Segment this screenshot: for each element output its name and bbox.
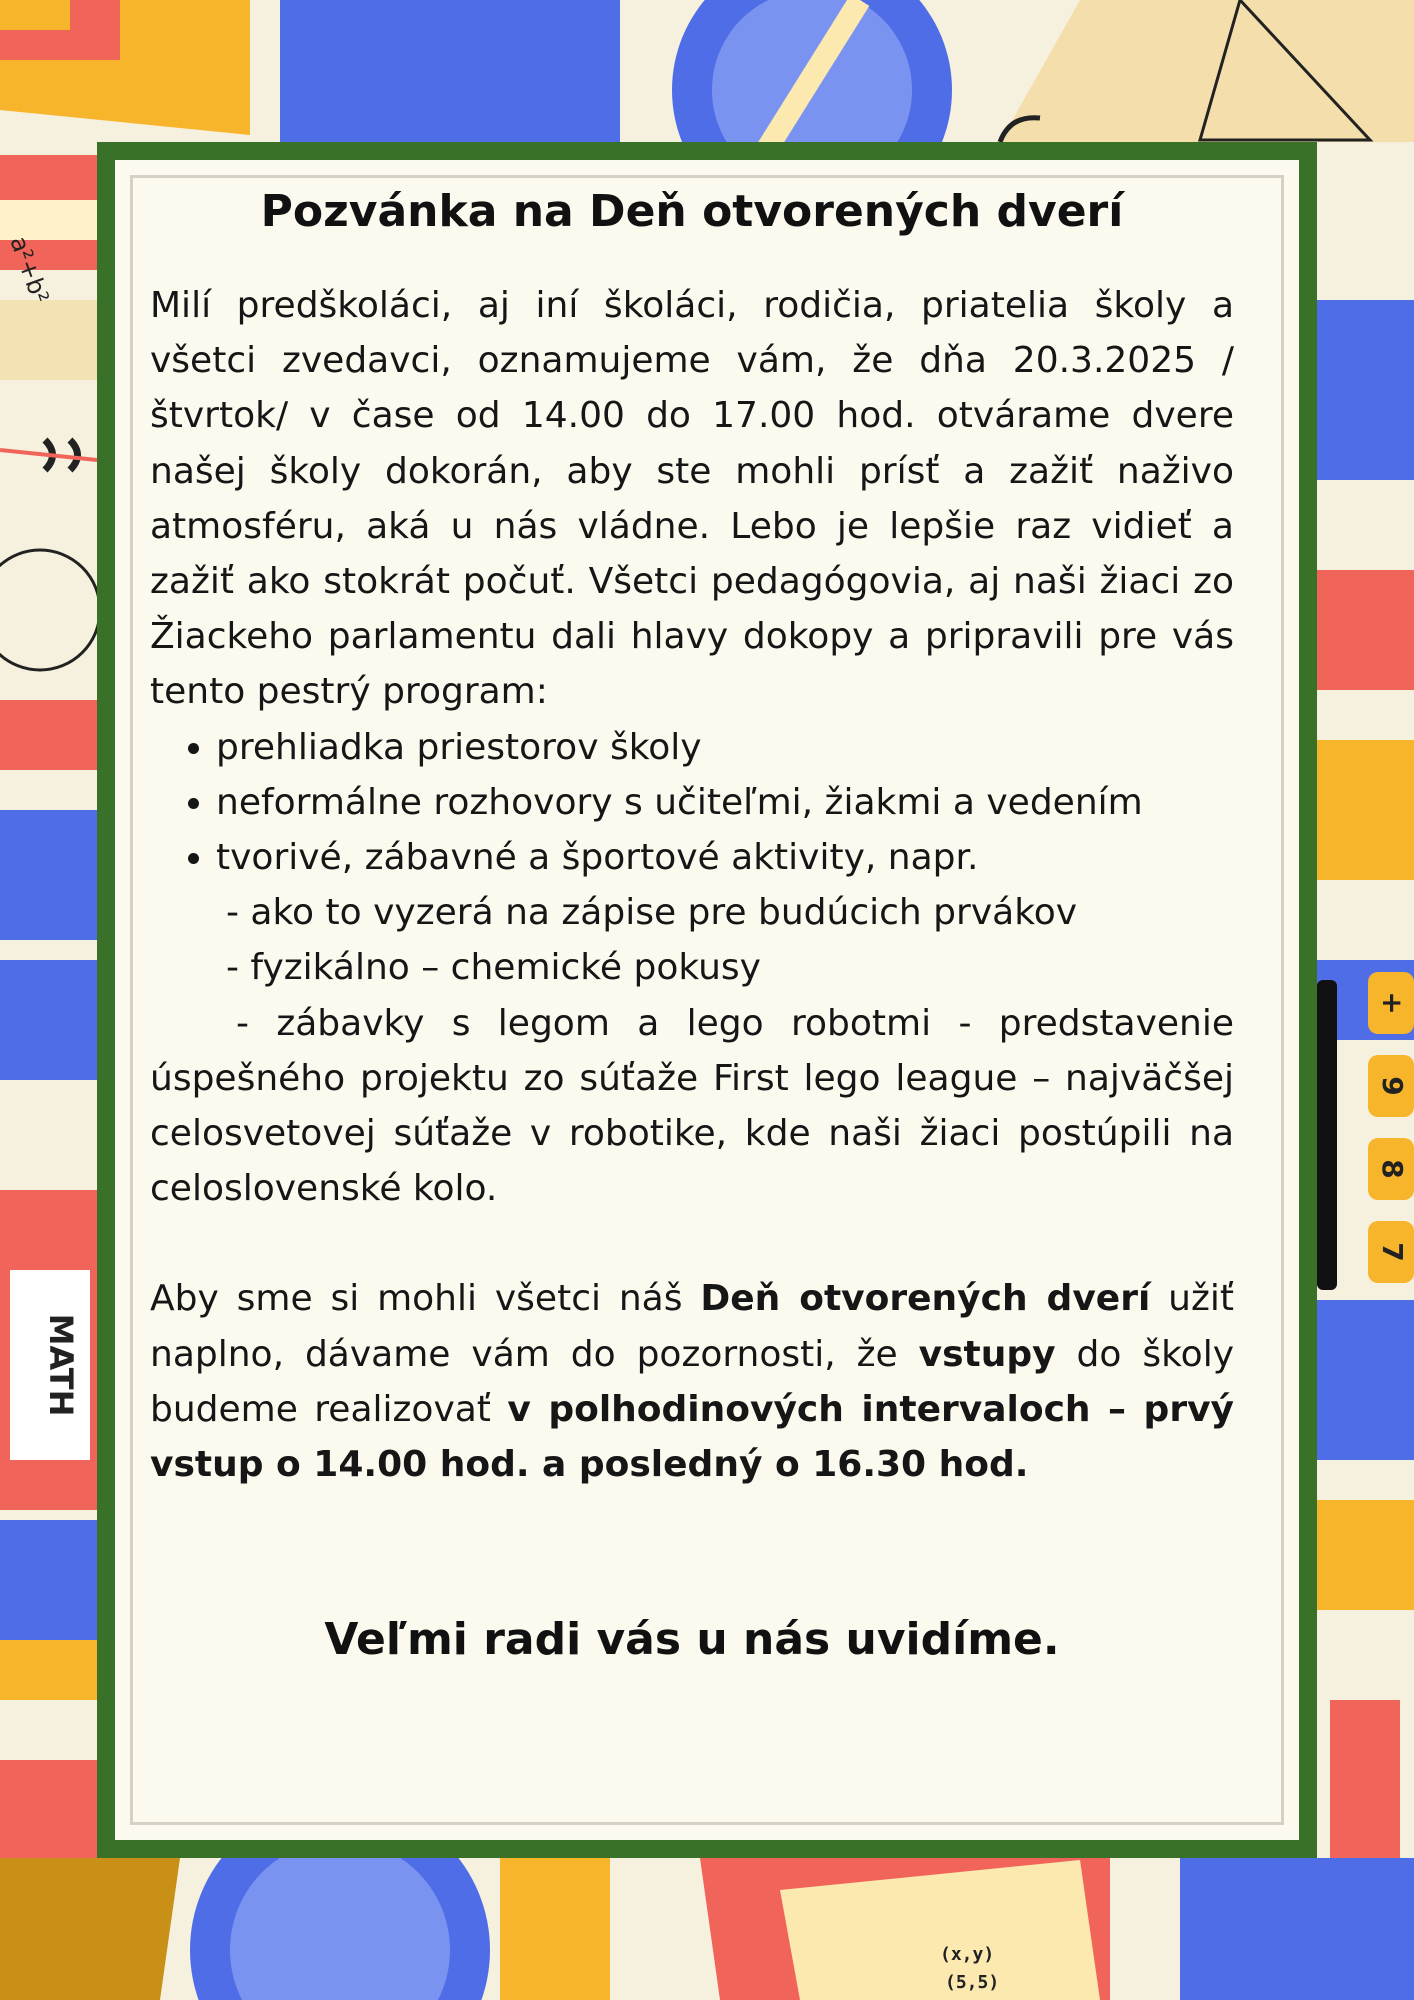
invitation-content (150, 182, 1234, 1670)
calc-key-7: 7 (1376, 1242, 1409, 1262)
page-title: Pozvánka na Deň otvorených dverí (260, 186, 1124, 237)
notice-text: Aby sme si mohli všetci náš (150, 1278, 701, 1320)
notice-text: do školy budeme realizovať (150, 1333, 1234, 1430)
calc-key-plus: + (1376, 991, 1409, 1015)
calc-key-8: 8 (1376, 1159, 1409, 1179)
coordinate-note: (x,y) (940, 1944, 995, 1965)
notice-bold-entries: vstupy (918, 1333, 1056, 1375)
coordinate-value: (5,5) (945, 1972, 1000, 1993)
formula-text: a²+b² (4, 232, 55, 308)
notice-text: užiť naplno, dávame vám do pozornosti, že (150, 1278, 1234, 1375)
activity-item: - fyzikálno – chemické pokusy (226, 947, 761, 989)
list-item: • prehliadka priestorov školy (216, 720, 1234, 775)
notice-paragraph (150, 1271, 1234, 1492)
intro-paragraph: Milí predškoláci, aj iní školáci, rodičia, priatelia školy a všetci zvedavci, oznamujeme vám, že dňa 20.3.2025 /štvrtok/ v čase od 14.00 do 17.00 hod. otvárame dvere našej školy dokorán, aby ste mohli prísť a zažiť naživo atmosféru, aká u nás vládne. Lebo je lepšie raz vidieť a zažiť ako stokrát počuť. Všetci pedagógovia, aj naši žiaci zo Žiackeho parlamentu dali hlavy dokopy a pripravili pre vás tento pestrý program: (150, 285, 1234, 713)
calc-key-9: 9 (1376, 1076, 1409, 1096)
list-item: • neformálne rozhovory s učiteľmi, žiakmi a vedením (216, 775, 1234, 830)
math-label: MATH (42, 1313, 80, 1417)
notice-bold-event: Deň otvorených dverí (700, 1278, 1151, 1320)
closing-line: Veľmi radi vás u nás uvidíme. (324, 1614, 1060, 1666)
calculator-shape (1317, 980, 1337, 1290)
notice-bold-schedule: v polhodinových intervaloch – prvý vstup o 14.00 hod. a posledný o 16.30 hod. (150, 1388, 1234, 1486)
list-item: • tvorivé, zábavné a športové aktivity, napr. (216, 830, 1234, 885)
program-list (150, 720, 1234, 886)
activity-lego: - zábavky s legom a lego robotmi - predstavenie úspešného projektu zo súťaže First lego league – najväčšej celosvetovej súťaže v robotike, kde naši žiaci postúpili na celoslovenské kolo. (150, 1002, 1234, 1210)
activity-item: - ako to vyzerá na zápise pre budúcich prvákov (226, 892, 1078, 934)
blue-paper-shape (280, 0, 620, 142)
